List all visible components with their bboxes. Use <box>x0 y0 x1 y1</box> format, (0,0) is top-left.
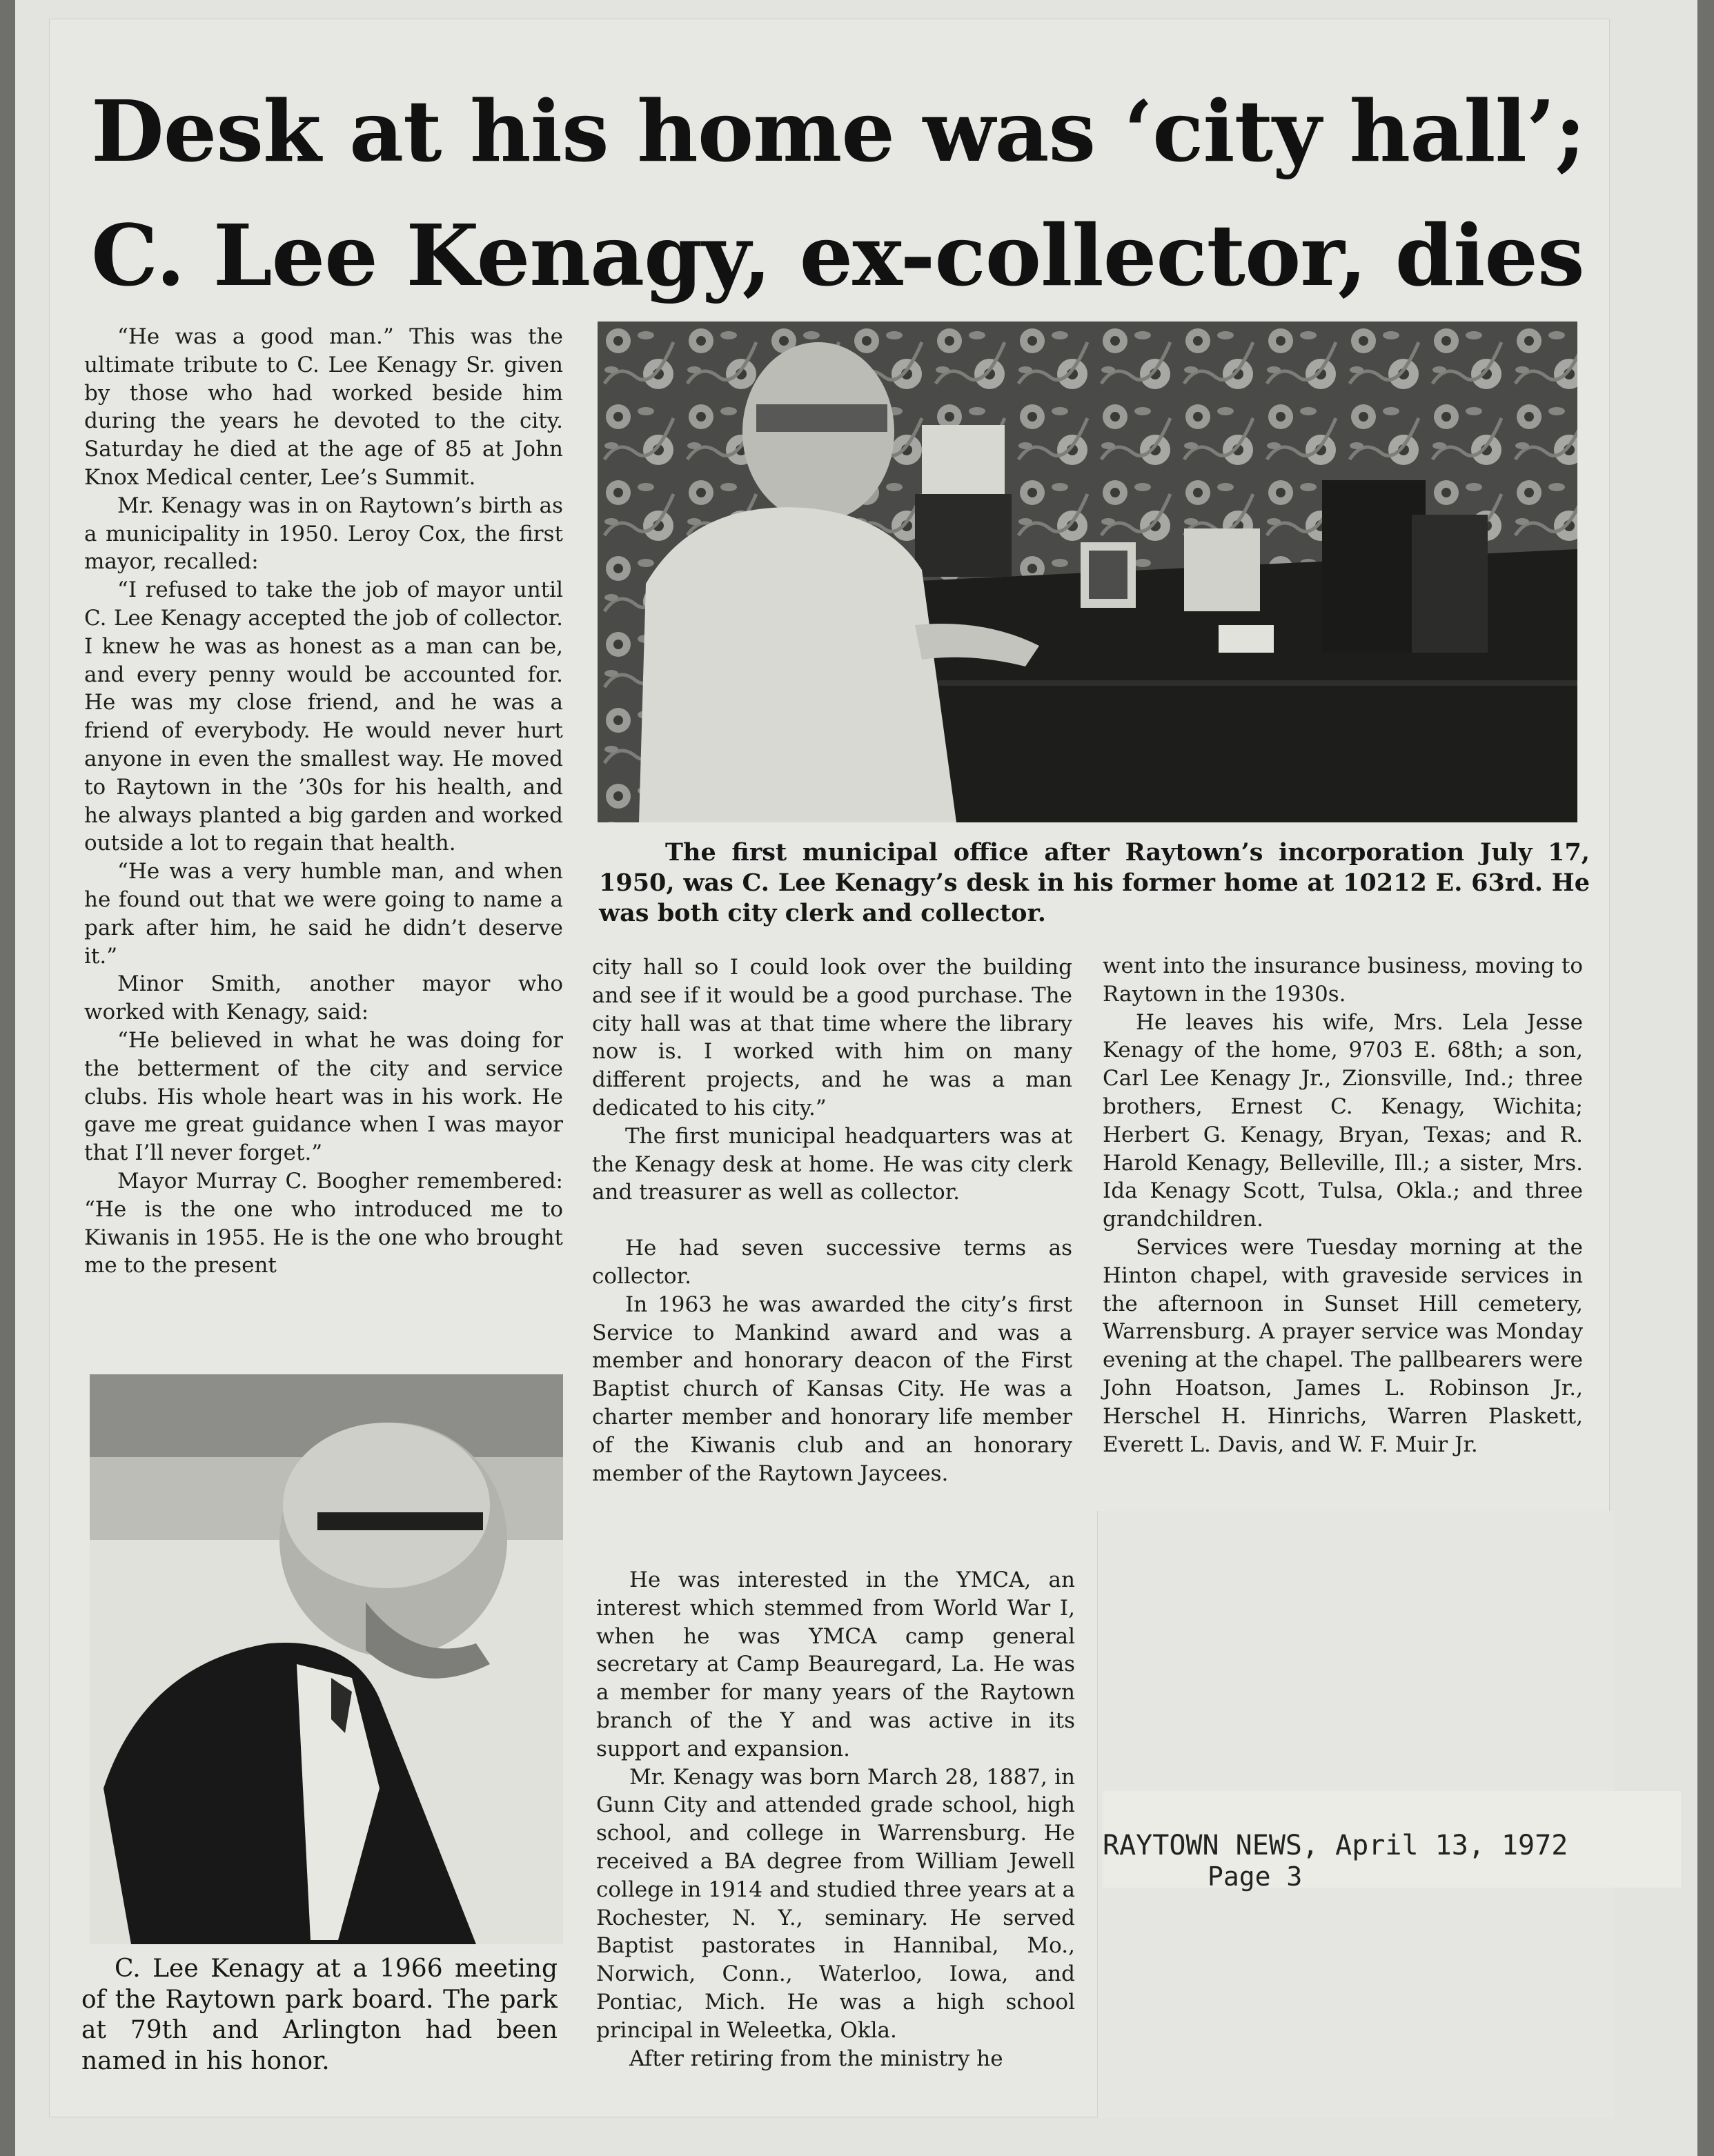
paragraph: “He believed in what he was doing for the betterment of the city and service clubs. His whole heart was in his work. He gave me great guidance when I was mayor that I’ll never forget.” <box>84 1027 563 1166</box>
paragraph: Services were Tuesday morning at the Hinton chapel, with graveside services in the afternoon in Sunset Hill cemetery, Warrensburg. A prayer service was Monday evening at the chapel. The pallbearers were John Hoatson, James L. Robinson Jr., Herschel H. Hinrichs, Warren Plaskett, Everett L. Davis, and W. F. Muir Jr. <box>1103 1234 1583 1457</box>
paragraph: He had seven successive terms as collector. <box>592 1236 1072 1289</box>
paragraph: “I refused to take the job of mayor until C. Lee Kenagy accepted the job of collector. I knew he was as honest as a man can be, and every penny would be accounted for. He was my close friend, and he was a friend of everybody. He would never hurt anyone in even the smallest way. He moved to Raytown in the ’30s for his health, and he always planted a big garden and worked outside a lot to regain that health. <box>84 577 563 856</box>
article-column-2-lower <box>596 1566 1075 2073</box>
desk-photo-caption: The first municipal office after Raytown’s incorporation July 17, 1950, was C. Lee Kenagy’s desk in his former home at 10212 E. 63rd. He was both city clerk and collector. <box>599 838 1590 927</box>
paragraph: Mr. Kenagy was in on Raytown’s birth as a municipality in 1950. Leroy Cox, the first mayor, recalled: <box>84 493 563 575</box>
paragraph: In 1963 he was awarded the city’s first Service to Mankind award and was a member and honorary deacon of the First Baptist church of Kansas City. He was a charter member and honorary life member of the Kiwanis club and an honorary member of the Raytown Jaycees. <box>592 1292 1072 1486</box>
headline-line-2: C. Lee Kenagy, ex-collector, dies <box>91 206 1584 305</box>
article-column-1 <box>84 323 563 1280</box>
portrait-photo <box>90 1374 563 1944</box>
paragraph: Mr. Kenagy was born March 28, 1887, in Gunn City and attended grade school, high school, and college in Warrensburg. He received a BA degree from William Jewell college in 1914 and studied three years at a Rochester, N. Y., seminary. He served Baptist pastorates in Hannibal, Mo., Norwich, Conn., Waterloo, Iowa, and Pontiac, Mich. He was a high school principal in Weleetka, Okla. <box>596 1764 1075 2043</box>
desk-photo <box>598 322 1577 822</box>
paragraph: went into the insurance business, moving to Raytown in the 1930s. <box>1103 953 1583 1007</box>
paragraph: “He was a good man.” This was the ultimate tribute to C. Lee Kenagy Sr. given by those who had worked beside him during the years he devoted to the city. Saturday he died at the age of 85 at John Knox Medical center, Lee’s Summit. <box>84 324 563 490</box>
portrait-photo-caption: C. Lee Kenagy at a 1966 meeting of the Raytown park board. The park at 79th and Arlington had been named in his honor. <box>81 1955 558 2075</box>
headline-line-1: Desk at his home was ‘city hall’; <box>91 81 1586 181</box>
paragraph: “He was a very humble man, and when he found out that we were going to name a park after him, he said he didn’t deserve it.” <box>84 859 563 969</box>
headline <box>91 69 1586 317</box>
portrait-photo-image <box>90 1374 563 1944</box>
paragraph-spacer <box>592 1207 1072 1234</box>
paragraph: Minor Smith, another mayor who worked with Kenagy, said: <box>84 971 563 1025</box>
source-label <box>1103 1791 1681 1892</box>
source-line-2: Page 3 <box>1208 1861 1303 1892</box>
paragraph: The first municipal headquarters was at the Kenagy desk at home. He was city clerk and treasurer as well as collector. <box>592 1123 1072 1205</box>
desk-photo-image <box>598 322 1577 822</box>
source-line-1: RAYTOWN NEWS, April 13, 1972 <box>1103 1830 1568 1861</box>
paragraph: He was interested in the YMCA, an interest which stemmed from World War I, when he was YMCA camp general secretary at Camp Beauregard, La. He was a member for many years of the Raytown branch of the Y and was active in its support and expansion. <box>596 1567 1075 1761</box>
article-column-2-upper <box>592 953 1072 1487</box>
paragraph: Mayor Murray C. Boogher remembered: “He is the one who introduced me to Kiwanis in 1955. He is the one who brought me to the present <box>84 1168 563 1278</box>
paragraph: city hall so I could look over the building and see if it would be a good purchase. The city hall was at that time where the library now is. I worked with him on many different projects, and he was a man dedicated to his city.” <box>592 955 1072 1120</box>
article-column-3 <box>1103 952 1583 1458</box>
paragraph: After retiring from the ministry he <box>629 2046 1003 2071</box>
paragraph: He leaves his wife, Mrs. Lela Jesse Kenagy of the home, 9703 E. 68th; a son, Carl Lee Kenagy Jr., Zionsville, Ind.; three brothers, Ernest C. Kenagy, Wichita; Herbert G. Kenagy, Bryan, Texas; and R. Harold Kenagy, Belleville, Ill.; a sister, Mrs. Ida Kenagy Scott, Tulsa, Okla.; and three grandchildren. <box>1103 1009 1583 1232</box>
